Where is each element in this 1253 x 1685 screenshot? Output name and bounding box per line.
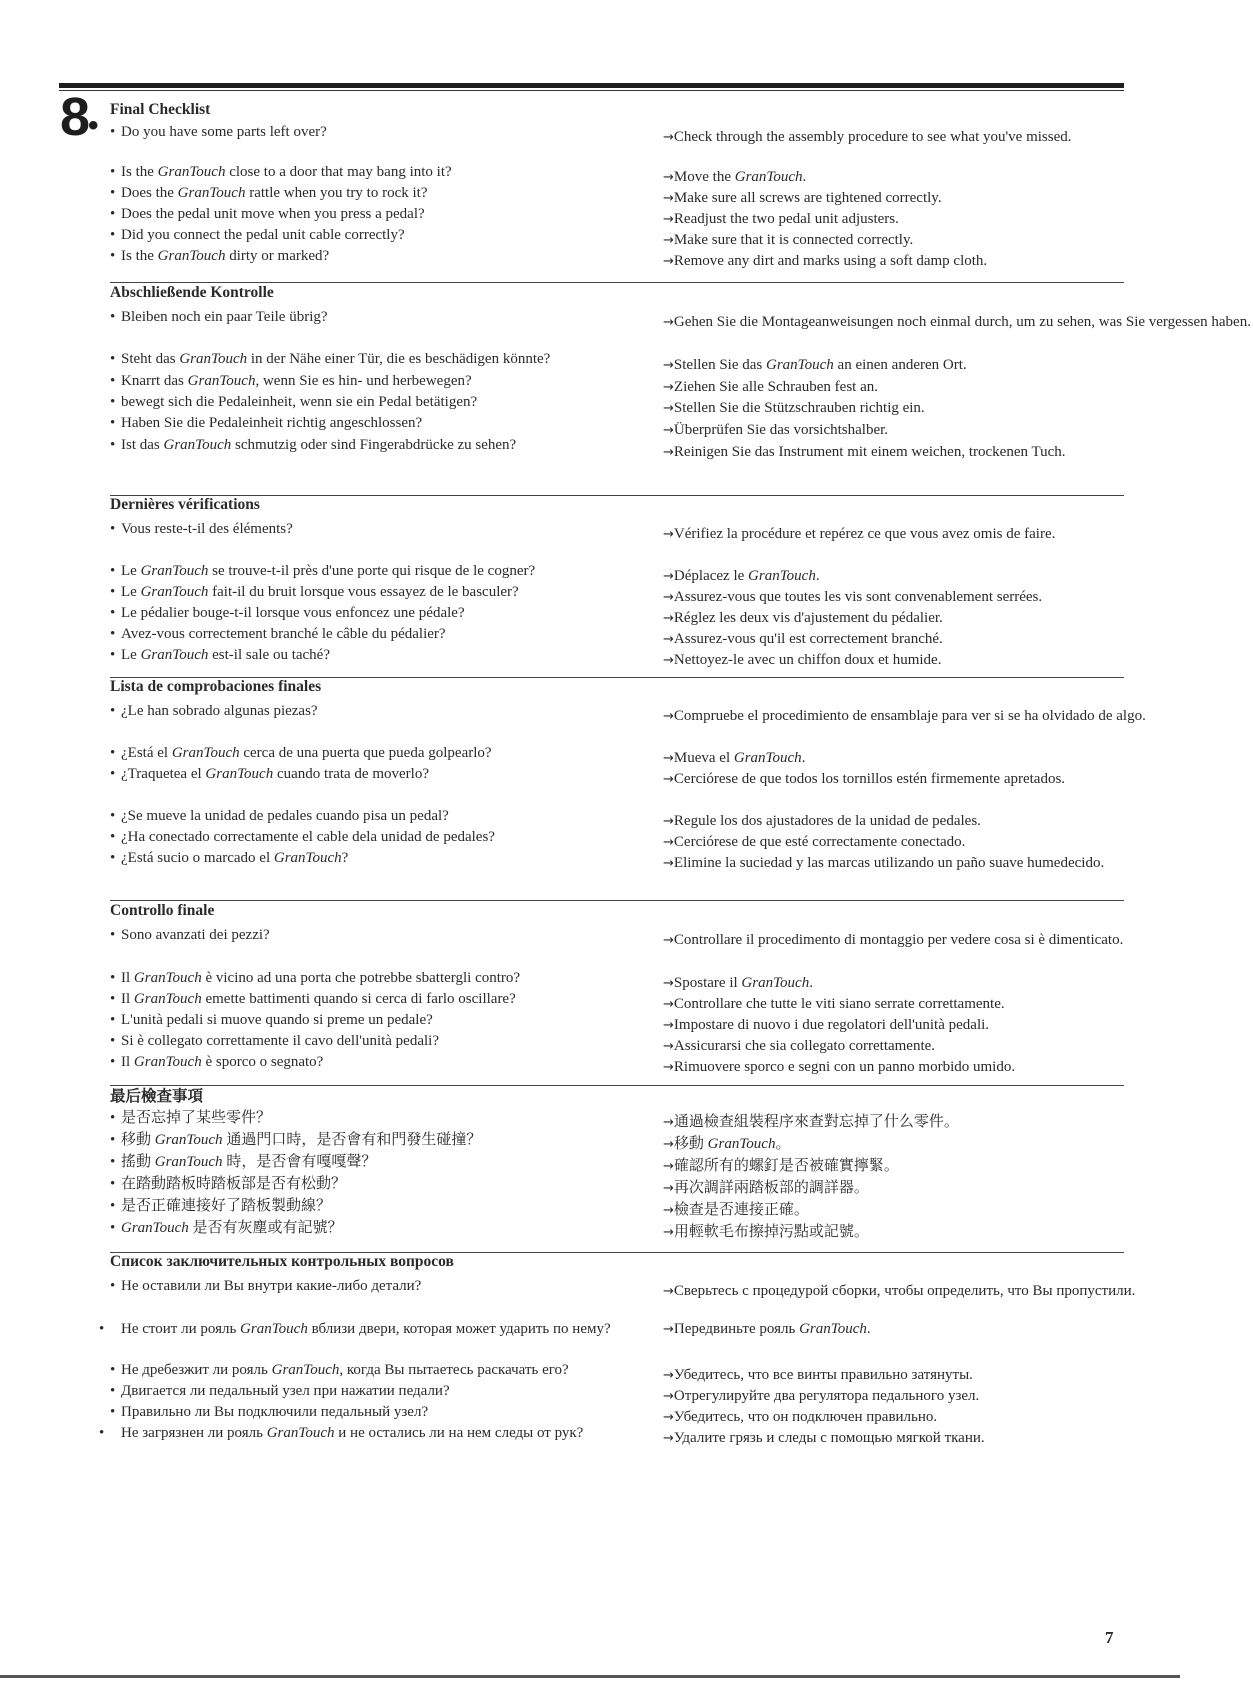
answer-text: 再次調詳兩踏板部的調詳器。 [673, 1180, 869, 1196]
product-name: GranTouch [140, 563, 209, 579]
arrow-right-icon: → [663, 997, 674, 1012]
checklist-answer [663, 524, 1253, 546]
question-text: Le pédalier bouge-t-il lorsque vous enfoncez une pédale? [121, 605, 465, 621]
bullet-icon: • [110, 991, 116, 1007]
question-text: ¿Está sucio o marcado el GranTouch? [121, 850, 349, 866]
arrow-right-icon: → [663, 1368, 674, 1383]
bullet-icon: • [110, 351, 116, 367]
question-text: 在踏動踏板時踏板部是否有松動？ [121, 1176, 347, 1192]
question-text: Is the GranTouch close to a door that may bang into it? [121, 164, 452, 180]
checklist-question [110, 246, 650, 267]
bullet-icon: • [99, 1425, 105, 1441]
answer-text: Удалите грязь и следы с помощью мягкой ткани. [673, 1430, 985, 1446]
answer-text: Remove any dirt and marks using a soft damp cloth. [673, 253, 988, 269]
bullet-icon: • [110, 605, 116, 621]
question-text: Не загрязнен ли рояль GranTouch и не остались ли на нем следы от рук? [121, 1425, 584, 1441]
question-text: Sono avanzati dei pezzi? [121, 927, 270, 943]
product-name: GranTouch [748, 568, 816, 584]
checklist-question [110, 603, 650, 624]
question-text: ¿Se mueve la unidad de pedales cuando pisa un pedal? [121, 808, 449, 824]
bullet-icon: • [110, 927, 116, 943]
question-text: Vous reste-t-il des éléments? [121, 521, 293, 537]
checklist-question [99, 1423, 661, 1444]
checklist-answer [663, 377, 1253, 399]
answer-text: Impostare di nuovo i due regolatori dell'unità pedali. [673, 1017, 990, 1033]
checklist-question [110, 413, 650, 434]
arrow-right-icon: → [663, 1410, 674, 1425]
checklist-answer [663, 1112, 1253, 1134]
checklist-answer [663, 1200, 1253, 1222]
question-text: Не дребезжит ли рояль GranTouch, когда Вы пытаетесь раскачать его? [121, 1362, 569, 1378]
checklist-answer [663, 1386, 1253, 1408]
section-title: Список заключительных контрольных вопросов [110, 1253, 454, 1270]
section-title: Final Checklist [110, 101, 211, 118]
checklist-question [110, 561, 650, 582]
arrow-right-icon: → [663, 527, 674, 542]
arrow-right-icon: → [663, 130, 674, 145]
checklist-answer [663, 167, 1253, 189]
question-text: GranTouch 是否有灰塵或有記號？ [121, 1220, 343, 1236]
answer-text: Überprüfen Sie das vorsichtshalber. [673, 422, 889, 438]
product-name: GranTouch [157, 164, 226, 180]
checklist-question [110, 764, 650, 785]
checklist-question [110, 1152, 650, 1173]
checklist-answer [663, 566, 1253, 588]
checklist-question [110, 162, 650, 183]
arrow-right-icon: → [663, 1060, 674, 1075]
bullet-icon: • [110, 124, 116, 140]
question-text: 移動 GranTouch 通過門口時，是否會有和門發生碰撞？ [121, 1132, 482, 1148]
answer-text: Move the GranTouch. [673, 169, 807, 185]
checklist-question [110, 925, 650, 946]
checklist-question [110, 183, 650, 204]
answer-text: Readjust the two pedal unit adjusters. [673, 211, 899, 227]
question-text: ¿Traquetea el GranTouch cuando trata de moverlo? [121, 766, 429, 782]
checklist-question [110, 968, 650, 989]
arrow-right-icon: → [663, 233, 674, 248]
bullet-icon: • [110, 1110, 116, 1126]
checklist-question [110, 1360, 650, 1381]
question-text: ¿Ha conectado correctamente el cable dela unidad de pedales? [121, 829, 495, 845]
product-name: GranTouch [154, 1154, 223, 1170]
product-name: GranTouch [171, 745, 240, 761]
checklist-answer [663, 650, 1253, 672]
checklist-question [110, 989, 650, 1010]
bullet-icon: • [110, 970, 116, 986]
answer-text: Compruebe el procedimiento de ensamblaje para ver si se ha olvidado de algo. [673, 708, 1146, 724]
checklist-answer [663, 209, 1253, 231]
question-text: bewegt sich die Pedaleinheit, wenn sie ein Pedal betätigen? [121, 394, 478, 410]
checklist-answer [663, 1428, 1253, 1450]
checklist-answer [663, 587, 1253, 609]
checklist-question [110, 435, 650, 456]
checklist-answer [663, 1057, 1253, 1079]
checklist-question [110, 1276, 650, 1297]
bullet-icon: • [110, 1154, 116, 1170]
answer-text: Déplacez le GranTouch. [673, 568, 820, 584]
bullet-icon: • [110, 1383, 116, 1399]
answer-text: Regule los dos ajustadores de la unidad de pedales. [673, 813, 981, 829]
bullet-icon: • [110, 164, 116, 180]
arrow-right-icon: → [663, 976, 674, 991]
answer-text: Vérifiez la procédure et repérez ce que vous avez omis de faire. [673, 526, 1056, 542]
section-divider [110, 1085, 1124, 1086]
product-name: GranTouch [133, 1054, 202, 1070]
answer-text: Controllare che tutte le viti siano serrate correttamente. [673, 996, 1005, 1012]
checklist-question [110, 519, 650, 540]
answer-text: Убедитесь, что он подключен правильно. [673, 1409, 938, 1425]
question-text: Ist das GranTouch schmutzig oder sind Fingerabdrücke zu sehen? [121, 437, 517, 453]
product-name: GranTouch [266, 1425, 335, 1441]
checklist-question [110, 1010, 650, 1031]
answer-text: Cerciórese de que esté correctamente conectado. [673, 834, 966, 850]
arrow-right-icon: → [663, 191, 674, 206]
arrow-right-icon: → [663, 1389, 674, 1404]
checklist-answer [663, 994, 1253, 1016]
checklist-answer [663, 853, 1253, 875]
bullet-icon: • [110, 1132, 116, 1148]
answer-text: Stellen Sie das GranTouch an einen anderen Ort. [673, 357, 967, 373]
checklist-question [110, 624, 650, 645]
product-name: GranTouch [179, 351, 248, 367]
answer-text: Assicurarsi che sia collegato correttamente. [673, 1038, 936, 1054]
section-divider [110, 495, 1124, 496]
question-text: ¿Está el GranTouch cerca de una puerta que pueda golpearlo? [121, 745, 492, 761]
bottom-rule [0, 1675, 1180, 1678]
bullet-icon: • [110, 1033, 116, 1049]
question-text: Не стоит ли рояль GranTouch вблизи двери, которая может ударить по нему? [121, 1321, 611, 1337]
answer-text: Elimine la suciedad y las marcas utilizando un paño suave humedecido. [673, 855, 1105, 871]
checklist-question [110, 1402, 650, 1423]
checklist-answer [663, 398, 1253, 420]
arrow-right-icon: → [663, 814, 674, 829]
arrow-right-icon: → [663, 1039, 674, 1054]
checklist-answer [663, 1178, 1253, 1200]
checklist-answer [663, 442, 1253, 464]
checklist-question [110, 1130, 650, 1151]
checklist-question [110, 1052, 650, 1073]
answer-text: Check through the assembly procedure to see what you've missed. [673, 129, 1072, 145]
bullet-icon: • [110, 1054, 116, 1070]
bullet-icon: • [110, 647, 116, 663]
bullet-icon: • [110, 1198, 116, 1214]
checklist-answer [663, 1407, 1253, 1429]
checklist-answer [663, 251, 1253, 273]
question-text: Do you have some parts left over? [121, 124, 327, 140]
answer-text: 確認所有的螺釘是否被確實擰緊。 [673, 1158, 899, 1174]
checklist-answer [663, 1134, 1253, 1156]
question-text: Did you connect the pedal unit cable correctly? [121, 227, 405, 243]
bullet-icon: • [110, 227, 116, 243]
checklist-answer [663, 706, 1253, 728]
arrow-right-icon: → [663, 611, 674, 626]
bullet-icon: • [110, 703, 116, 719]
product-name: GranTouch [741, 975, 810, 991]
bullet-icon: • [110, 206, 116, 222]
bullet-icon: • [110, 394, 116, 410]
checklist-answer [663, 930, 1253, 952]
arrow-right-icon: → [663, 590, 674, 605]
answer-text: Убедитесь, что все винты правильно затянуты. [673, 1367, 973, 1383]
question-text: Il GranTouch emette battimenti quando si cerca di farlo oscillare? [121, 991, 516, 1007]
answer-text: Rimuovere sporco e segni con un panno morbido umido. [673, 1059, 1016, 1075]
section-title: Lista de comprobaciones finales [110, 678, 322, 695]
checklist-question [110, 349, 650, 370]
product-name: GranTouch [734, 169, 803, 185]
bullet-icon: • [110, 1278, 116, 1294]
checklist-answer [663, 748, 1253, 770]
answer-text: Make sure that it is connected correctly. [673, 232, 914, 248]
question-text: 是否忘掉了某些零件？ [121, 1110, 272, 1126]
checklist-question [110, 392, 650, 413]
arrow-right-icon: → [663, 445, 674, 460]
product-name: GranTouch [271, 1362, 340, 1378]
bullet-icon: • [110, 309, 116, 325]
checklist-answer [663, 1015, 1253, 1037]
arrow-right-icon: → [663, 933, 674, 948]
product-name: GranTouch [187, 373, 256, 389]
question-text: Does the pedal unit move when you press a pedal? [121, 206, 425, 222]
checklist-answer [663, 1281, 1253, 1303]
section-title: Controllo finale [110, 902, 215, 919]
product-name: GranTouch [177, 185, 246, 201]
arrow-right-icon: → [663, 423, 674, 438]
answer-text: Assurez-vous que toutes les vis sont convenablement serrées. [673, 589, 1043, 605]
bullet-icon: • [110, 415, 116, 431]
answer-text: Assurez-vous qu'il est correctement branché. [673, 631, 943, 647]
checklist-answer [663, 811, 1253, 833]
question-text: Avez-vous correctement branché le câble du pédalier? [121, 626, 446, 642]
bullet-icon: • [110, 1362, 116, 1378]
question-text: Steht das GranTouch in der Nähe einer Tür, die es beschädigen könnte? [121, 351, 551, 367]
question-text: L'unità pedali si muove quando si preme un pedale? [121, 1012, 433, 1028]
checklist-question [110, 1031, 650, 1052]
checklist-question [110, 225, 650, 246]
arrow-right-icon: → [663, 315, 674, 330]
checklist-question [110, 371, 650, 392]
product-name: GranTouch [154, 1132, 223, 1148]
arrow-right-icon: → [663, 170, 674, 185]
product-name: GranTouch [140, 647, 209, 663]
question-text: 搖動 GranTouch 時，是否會有嘎嘎聲？ [121, 1154, 377, 1170]
arrow-right-icon: → [663, 1018, 674, 1033]
question-text: Le GranTouch fait-il du bruit lorsque vous essayez de le basculer? [121, 584, 519, 600]
answer-text: Reinigen Sie das Instrument mit einem weichen, trockenen Tuch. [673, 444, 1066, 460]
checklist-question [110, 827, 650, 848]
page-number: 7 [1105, 1628, 1114, 1647]
bullet-icon: • [110, 521, 116, 537]
product-name: GranTouch [133, 970, 202, 986]
section-divider [110, 900, 1124, 901]
bullet-icon: • [110, 563, 116, 579]
product-name: GranTouch [163, 437, 232, 453]
bullet-icon: • [110, 373, 116, 389]
arrow-right-icon: → [663, 1203, 674, 1218]
product-name: GranTouch [133, 991, 202, 1007]
bullet-icon: • [110, 248, 116, 264]
bullet-icon: • [110, 829, 116, 845]
arrow-right-icon: → [663, 254, 674, 269]
arrow-right-icon: → [663, 632, 674, 647]
answer-text: Spostare il GranTouch. [673, 975, 813, 991]
section-title: 最后檢查事項 [110, 1088, 204, 1105]
question-text: Knarrt das GranTouch, wenn Sie es hin- und herbewegen? [121, 373, 472, 389]
checklist-answer [663, 127, 1253, 149]
answer-text: Сверьтесь с процедурой сборки, чтобы определить, что Вы пропустили. [673, 1283, 1136, 1299]
section-number: 8• [60, 87, 97, 147]
checklist-answer [663, 1222, 1253, 1244]
arrow-right-icon: → [663, 751, 674, 766]
checklist-question [110, 1174, 650, 1195]
arrow-right-icon: → [663, 856, 674, 871]
answer-text: Controllare il procedimento di montaggio per vedere cosa si è dimenticato. [673, 932, 1124, 948]
arrow-right-icon: → [663, 212, 674, 227]
question-text: Si è collegato correttamente il cavo dell'unità pedali? [121, 1033, 439, 1049]
checklist-question [110, 743, 650, 764]
arrow-right-icon: → [663, 1431, 674, 1446]
checklist-answer [663, 1156, 1253, 1178]
checklist-question [110, 806, 650, 827]
product-name: GranTouch [799, 1321, 867, 1337]
question-text: Bleiben noch ein paar Teile übrig? [121, 309, 328, 325]
answer-text: Nettoyez-le avec un chiffon doux et humide. [673, 652, 942, 668]
product-name: GranTouch [240, 1321, 308, 1337]
arrow-right-icon: → [663, 569, 674, 584]
checklist-answer [663, 769, 1253, 791]
bullet-icon: • [110, 1176, 116, 1192]
question-text: Двигается ли педальный узел при нажатии педали? [121, 1383, 450, 1399]
answer-text: Mueva el GranTouch. [673, 750, 806, 766]
answer-text: Отрегулируйте два регулятора педального узел. [673, 1388, 980, 1404]
checklist-answer [663, 312, 1253, 334]
arrow-right-icon: → [663, 1115, 674, 1130]
checklist-answer [663, 629, 1253, 651]
question-text: Haben Sie die Pedaleinheit richtig angeschlossen? [121, 415, 423, 431]
question-text: Le GranTouch se trouve-t-il près d'une porte qui risque de le cogner? [121, 563, 536, 579]
bullet-icon: • [110, 850, 116, 866]
checklist-question [110, 204, 650, 225]
checklist-question [110, 307, 650, 328]
bullet-icon: • [110, 584, 116, 600]
question-text: 是否正確連接好了踏板製動線？ [121, 1198, 332, 1214]
checklist-question [99, 1319, 661, 1340]
arrow-right-icon: → [663, 1284, 674, 1299]
checklist-question [110, 1108, 650, 1129]
answer-text: Ziehen Sie alle Schrauben fest an. [673, 379, 878, 395]
checklist-answer [663, 355, 1253, 377]
product-name: GranTouch [157, 248, 226, 264]
checklist-question [110, 645, 650, 666]
checklist-question [110, 1218, 650, 1239]
arrow-right-icon: → [663, 1181, 674, 1196]
checklist-answer [663, 608, 1253, 630]
answer-text: Gehen Sie die Montageanweisungen noch einmal durch, um zu sehen, was Sie vergessen haben. [673, 314, 1251, 330]
arrow-right-icon: → [663, 1322, 674, 1337]
top-rule-thin [59, 90, 1124, 91]
bullet-icon: • [110, 185, 116, 201]
arrow-right-icon: → [663, 772, 674, 787]
checklist-question [110, 582, 650, 603]
checklist-answer [663, 1036, 1253, 1058]
answer-text: Передвиньте рояль GranTouch. [673, 1321, 871, 1337]
checklist-answer [663, 420, 1253, 442]
arrow-right-icon: → [663, 709, 674, 724]
arrow-right-icon: → [663, 1159, 674, 1174]
product-name: GranTouch [205, 766, 274, 782]
checklist-answer [663, 832, 1253, 854]
question-text: Правильно ли Вы подключили педальный узел? [121, 1404, 429, 1420]
answer-text: Réglez les deux vis d'ajustement du pédalier. [673, 610, 943, 626]
section-title: Abschließende Kontrolle [110, 284, 274, 301]
arrow-right-icon: → [663, 653, 674, 668]
arrow-right-icon: → [663, 835, 674, 850]
answer-text: Stellen Sie die Stützschrauben richtig ein. [673, 400, 925, 416]
question-text: Le GranTouch est-il sale ou taché? [121, 647, 330, 663]
checklist-question [110, 1196, 650, 1217]
question-text: ¿Le han sobrado algunas piezas? [121, 703, 318, 719]
question-text: Is the GranTouch dirty or marked? [121, 248, 330, 264]
arrow-right-icon: → [663, 1225, 674, 1240]
checklist-answer [663, 188, 1253, 210]
checklist-question [110, 701, 650, 722]
bullet-icon: • [110, 766, 116, 782]
answer-text: 檢查是否連接正確。 [673, 1202, 809, 1218]
product-name: GranTouch [707, 1136, 776, 1152]
checklist-question [110, 848, 650, 869]
top-rule [59, 83, 1124, 88]
bullet-icon: • [110, 745, 116, 761]
section-title: Dernières vérifications [110, 496, 260, 513]
checklist-question [110, 1381, 650, 1402]
product-name: GranTouch [140, 584, 209, 600]
bullet-icon: • [110, 626, 116, 642]
answer-text: 移動 GranTouch。 [673, 1136, 791, 1152]
checklist-answer [663, 1319, 1253, 1341]
arrow-right-icon: → [663, 358, 674, 373]
product-name: GranTouch [765, 357, 834, 373]
bullet-icon: • [110, 1220, 116, 1236]
question-text: Does the GranTouch rattle when you try to rock it? [121, 185, 428, 201]
checklist-answer [663, 230, 1253, 252]
arrow-right-icon: → [663, 401, 674, 416]
arrow-right-icon: → [663, 380, 674, 395]
answer-text: Make sure all screws are tightened correctly. [673, 190, 942, 206]
checklist-answer [663, 1365, 1253, 1387]
product-name: GranTouch [121, 1220, 189, 1236]
question-text: Не оставили ли Вы внутри какие-либо детали? [121, 1278, 422, 1294]
bullet-icon: • [110, 437, 116, 453]
checklist-answer [663, 973, 1253, 995]
bullet-icon: • [99, 1321, 105, 1337]
answer-text: 用輕軟毛布擦掉污點或記號。 [673, 1224, 869, 1240]
arrow-right-icon: → [663, 1137, 674, 1152]
bullet-icon: • [110, 808, 116, 824]
question-text: Il GranTouch è vicino ad una porta che potrebbe sbattergli contro? [121, 970, 521, 986]
answer-text: Cerciórese de que todos los tornillos estén firmemente apretados. [673, 771, 1066, 787]
product-name: GranTouch [273, 850, 342, 866]
question-text: Il GranTouch è sporco o segnato? [121, 1054, 324, 1070]
product-name: GranTouch [733, 750, 802, 766]
bullet-icon: • [110, 1404, 116, 1420]
bullet-icon: • [110, 1012, 116, 1028]
answer-text: 通過檢查組裝程序來查對忘掉了什么零件。 [673, 1114, 959, 1130]
checklist-question [110, 122, 650, 143]
